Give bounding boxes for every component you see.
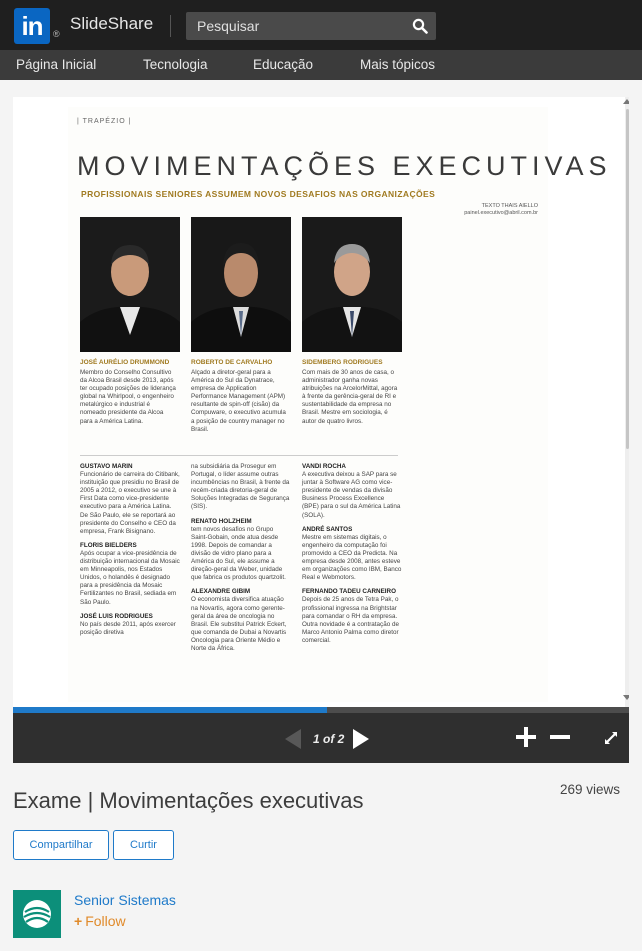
search-icon[interactable] [412, 18, 428, 34]
nav-item-home[interactable]: Página Inicial [16, 57, 97, 72]
document-title: Exame | Movimentações executivas [13, 788, 364, 813]
zoom-out-icon[interactable] [550, 735, 570, 739]
page-section-tag: | TRAPÉZIO | [77, 118, 132, 125]
like-button[interactable]: Curtir [113, 830, 174, 860]
linkedin-logo[interactable]: in [14, 8, 50, 44]
portrait-drummond [80, 217, 180, 352]
news-head-3-3: FERNANDO TADEU CARNEIRO [302, 588, 396, 596]
nav-item-more-topics[interactable]: Mais tópicos [360, 57, 436, 72]
news-text-1-1: Funcionário de carreira do Citibank, instituição que presidiu no Brasil de 2005 a 2012, o executivo se une à First Data como vice-presidente executivo para a América Latina. De São Paulo, ele se reportará ao presidente do Conselho e CEO da empresa, Frank Bisignano. [80, 471, 180, 535]
news-text-2-1: na subsidiária da Prosegur em Portugal, o líder assume outras incumbências no Brasil, à frente da recém-criada diretoria-geral de Soluções Integradas de Segurança (SIS). [191, 463, 290, 511]
follow-label: Follow [85, 913, 126, 929]
portrait-rodrigues [302, 217, 402, 352]
portrait-drummond-image [80, 217, 180, 352]
page-credit: TEXTO THAIS AIELLO painel.executivo@abril.com.br [464, 203, 538, 216]
document-page [68, 107, 612, 702]
person-bio-2: Alçado a diretor-geral para a América do Sul da Dynatrace, empresa de Application Performance Management (APM) resultante de spin-off (cisão) da Compuware, o executivo acumula a posição de country manager no Brasil. [191, 369, 286, 433]
news-text-3-3: Depois de 25 anos de Tetra Pak, o profissional ingressa na Brightstar para comandar o RH da empresa. Outra novidade é a contratação de Marco Antonio Palma como diretor comercial. [302, 596, 399, 644]
slideshare-brand[interactable]: SlideShare [70, 14, 154, 33]
person-bio-3: Com mais de 30 anos de casa, o administrador ganha novas atribuições na ArcelorMittal, agora à frente da gerência-geral de RI e sustentabilidade da empresa no Brasil. Mestre em sociologia, é autor de quatro livros. [302, 369, 398, 425]
news-text-3-1: A executiva deixou a SAP para se juntar à Software AG como vice-presidente de vendas da divisão Business Process Excellence (BPE) para o sul da América Latina (SOLA). [302, 471, 401, 519]
search-box [186, 12, 436, 40]
nav-bar [0, 50, 642, 80]
scroll-down-arrow-icon[interactable] [623, 695, 629, 700]
news-head-2-2: RENATO HOLZHEIM [191, 517, 252, 525]
player-controls [13, 713, 629, 763]
person-bio-1: Membro do Conselho Consultivo da Alcoa Brasil desde 2013, após ter ocupado posições de liderança global na Whirlpool, o engenheiro metalúrgico e industrial é nomeado presidente da Alcoa para a América Latina. [80, 369, 176, 425]
top-bar [0, 0, 642, 50]
follow-button[interactable] [74, 913, 126, 929]
news-column-2 [191, 463, 291, 653]
news-head-1-2: FLORIS BIELDERS [80, 541, 137, 549]
nav-item-technology[interactable]: Tecnologia [143, 57, 208, 72]
portrait-carvalho [191, 217, 291, 352]
viewer-scroll-thumb[interactable] [626, 109, 629, 449]
share-button[interactable]: Compartilhar [13, 830, 109, 860]
follow-plus-icon: + [74, 913, 83, 929]
registered-mark: ® [53, 29, 60, 39]
zoom-in-icon[interactable] [516, 727, 536, 747]
person-name-3: SIDEMBERG RODRIGUES [302, 359, 383, 366]
nav-item-education[interactable]: Educação [253, 57, 314, 72]
person-name-2: ROBERTO DE CARVALHO [191, 359, 273, 366]
search-input[interactable] [186, 12, 406, 40]
news-text-2-2: tem novos desafios no Grupo Saint-Gobain, onde atua desde 1998. Depois de comandar a divisão de vidro plano para a América do Sul, ele assume a direção-geral da Weber, unidade que fabrica os produtos quartzolit. [191, 525, 286, 582]
next-slide-icon[interactable] [353, 729, 369, 749]
previous-slide-icon[interactable] [285, 729, 301, 749]
portrait-rodrigues-image [302, 217, 402, 352]
news-column-3 [302, 463, 402, 645]
fullscreen-icon[interactable] [603, 730, 619, 746]
section-rule [80, 455, 398, 456]
news-text-3-2: Mestre em sistemas digitais, o engenheiro da computação foi promovido a CEO da Predicta. Na empresa desde 2008, antes esteve em organizações como IBM, Banco Real e Webmotors. [302, 533, 402, 582]
author-avatar[interactable] [13, 890, 61, 938]
news-head-1-3: JOSÉ LUIS RODRIGUES [80, 612, 153, 620]
page-subtitle: PROFISSIONAIS SENIORES ASSUMEM NOVOS DESAFIOS NAS ORGANIZAÇÕES [81, 189, 436, 199]
news-head-3-1: VANDI ROCHA [302, 463, 346, 470]
news-text-1-3: No país desde 2011, após exercer posição diretiva [80, 620, 176, 636]
author-name-link[interactable]: Senior Sistemas [74, 892, 176, 908]
news-text-2-3: O economista diversifica atuação na Novartis, agora como gerente-geral da área de oncologia no Brasil. Ele substitui Patrick Eckert, que comanda de Dubai a Novartis Oncologia para Oriente Médio e Norte da África. [191, 596, 287, 652]
news-head-3-2: ANDRÉ SANTOS [302, 525, 353, 533]
news-text-1-2: Após ocupar a vice-presidência de distribuição internacional da Mosaic em Minneapolis, nos Estados Unidos, o holandês é designado para a presidência da Mosaic Fertilizantes no Brasil, sediada em São Paulo. [80, 549, 180, 606]
person-name-1: JOSÉ AURÉLIO DRUMMOND [80, 359, 170, 366]
news-head-1-1: GUSTAVO MARIN [80, 463, 133, 470]
document-viewer[interactable] [13, 97, 629, 707]
slide-counter: 1 of 2 [313, 732, 345, 746]
news-column-1 [80, 463, 180, 637]
news-head-2-3: ALEXANDRE GIBIM [191, 588, 251, 596]
scroll-up-arrow-icon[interactable] [623, 99, 629, 104]
view-count: 269 views [560, 782, 621, 797]
header-divider [170, 15, 171, 37]
portrait-carvalho-image [191, 217, 291, 352]
page-headline: MOVIMENTAÇÕES EXECUTIVAS [77, 151, 612, 181]
